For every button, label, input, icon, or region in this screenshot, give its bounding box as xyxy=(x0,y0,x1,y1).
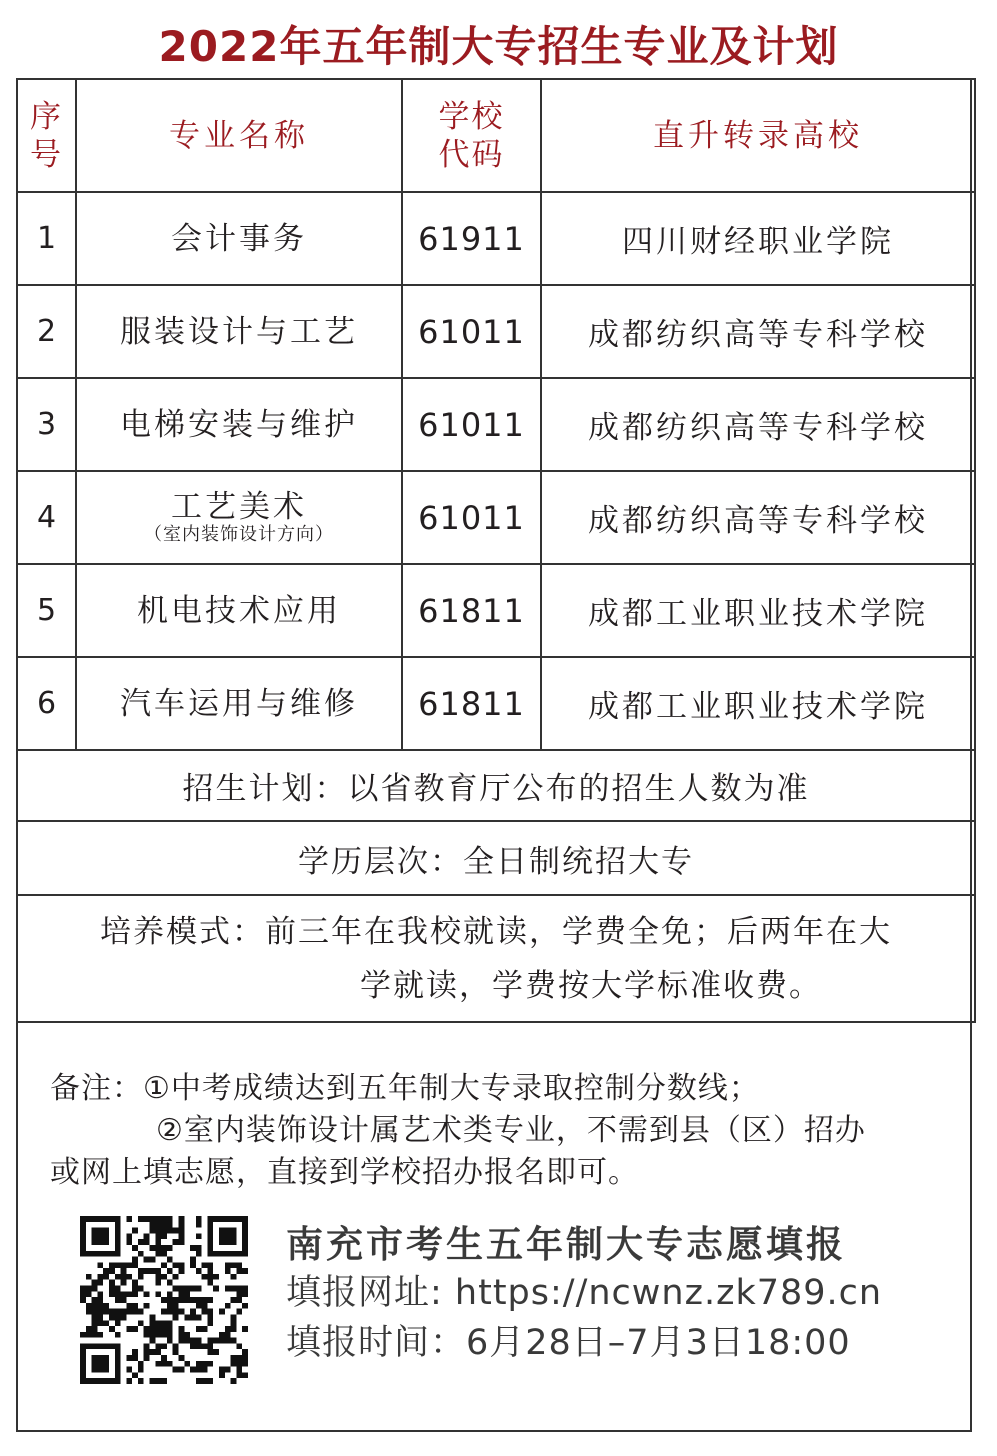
qr-code-icon[interactable] xyxy=(80,1216,248,1384)
notes-block xyxy=(50,1068,950,1194)
header-code: 学校 代码 xyxy=(402,79,541,192)
row-school: 成都工业职业技术学院 xyxy=(541,657,975,750)
row-index: 4 xyxy=(17,471,76,564)
table-row xyxy=(17,564,975,657)
row-major: 会计事务 xyxy=(76,192,402,285)
row-index: 1 xyxy=(17,192,76,285)
header-school: 直升转录高校 xyxy=(541,79,975,192)
table-row xyxy=(17,192,975,285)
note-line-2: ②室内装饰设计属艺术类专业，不需到县（区）招办 xyxy=(156,1113,866,1148)
promo-block xyxy=(286,1222,882,1368)
info-level: 学历层次：全日制统招大专 xyxy=(17,821,975,895)
row-school: 成都纺织高等专科学校 xyxy=(541,285,975,378)
row-code: 61011 xyxy=(402,471,541,564)
row-major: 电梯安装与维护 xyxy=(76,378,402,471)
note-line-3: 或网上填志愿，直接到学校招办报名即可。 xyxy=(50,1155,639,1190)
row-code: 61911 xyxy=(402,192,541,285)
page-title: 2022年五年制大专招生专业及计划 xyxy=(158,22,839,71)
enrollment-table xyxy=(16,78,976,1023)
promo-time: 填报时间：6月28日–7月3日18:00 xyxy=(286,1323,851,1363)
info-plan: 招生计划：以省教育厅公布的招生人数为准 xyxy=(17,750,975,821)
row-major: 工艺美术 （室内装饰设计方向） xyxy=(76,471,402,564)
info-level-row xyxy=(17,821,975,895)
row-major: 服装设计与工艺 xyxy=(76,285,402,378)
row-index: 6 xyxy=(17,657,76,750)
table-row xyxy=(17,471,975,564)
row-major: 机电技术应用 xyxy=(76,564,402,657)
major-note: （室内装饰设计方向） xyxy=(144,523,334,545)
table-row xyxy=(17,285,975,378)
note-line-1: 备注：①中考成绩达到五年制大专录取控制分数线； xyxy=(50,1071,760,1106)
row-school: 四川财经职业学院 xyxy=(541,192,975,285)
promo-url[interactable]: 填报网址: https://ncwnz.zk789.cn xyxy=(286,1273,883,1313)
row-code: 61811 xyxy=(402,564,541,657)
row-major: 汽车运用与维修 xyxy=(76,657,402,750)
info-plan-row xyxy=(17,750,975,821)
info-mode: 培养模式：前三年在我校就读，学费全免；后两年在大 学就读，学费按大学标准收费。 xyxy=(17,895,975,1022)
row-school: 成都工业职业技术学院 xyxy=(541,564,975,657)
row-school: 成都纺织高等专科学校 xyxy=(541,471,975,564)
row-code: 61011 xyxy=(402,378,541,471)
row-index: 5 xyxy=(17,564,76,657)
table-header-row xyxy=(17,79,975,192)
header-index: 序 号 xyxy=(17,79,76,192)
row-index: 2 xyxy=(17,285,76,378)
row-code: 61811 xyxy=(402,657,541,750)
row-index: 3 xyxy=(17,378,76,471)
promo-title: 南充市考生五年制大专志愿填报 xyxy=(286,1223,846,1266)
row-school: 成都纺织高等专科学校 xyxy=(541,378,975,471)
row-code: 61011 xyxy=(402,285,541,378)
info-mode-row xyxy=(17,895,975,1022)
table-row xyxy=(17,378,975,471)
header-major: 专业名称 xyxy=(76,79,402,192)
table-row xyxy=(17,657,975,750)
